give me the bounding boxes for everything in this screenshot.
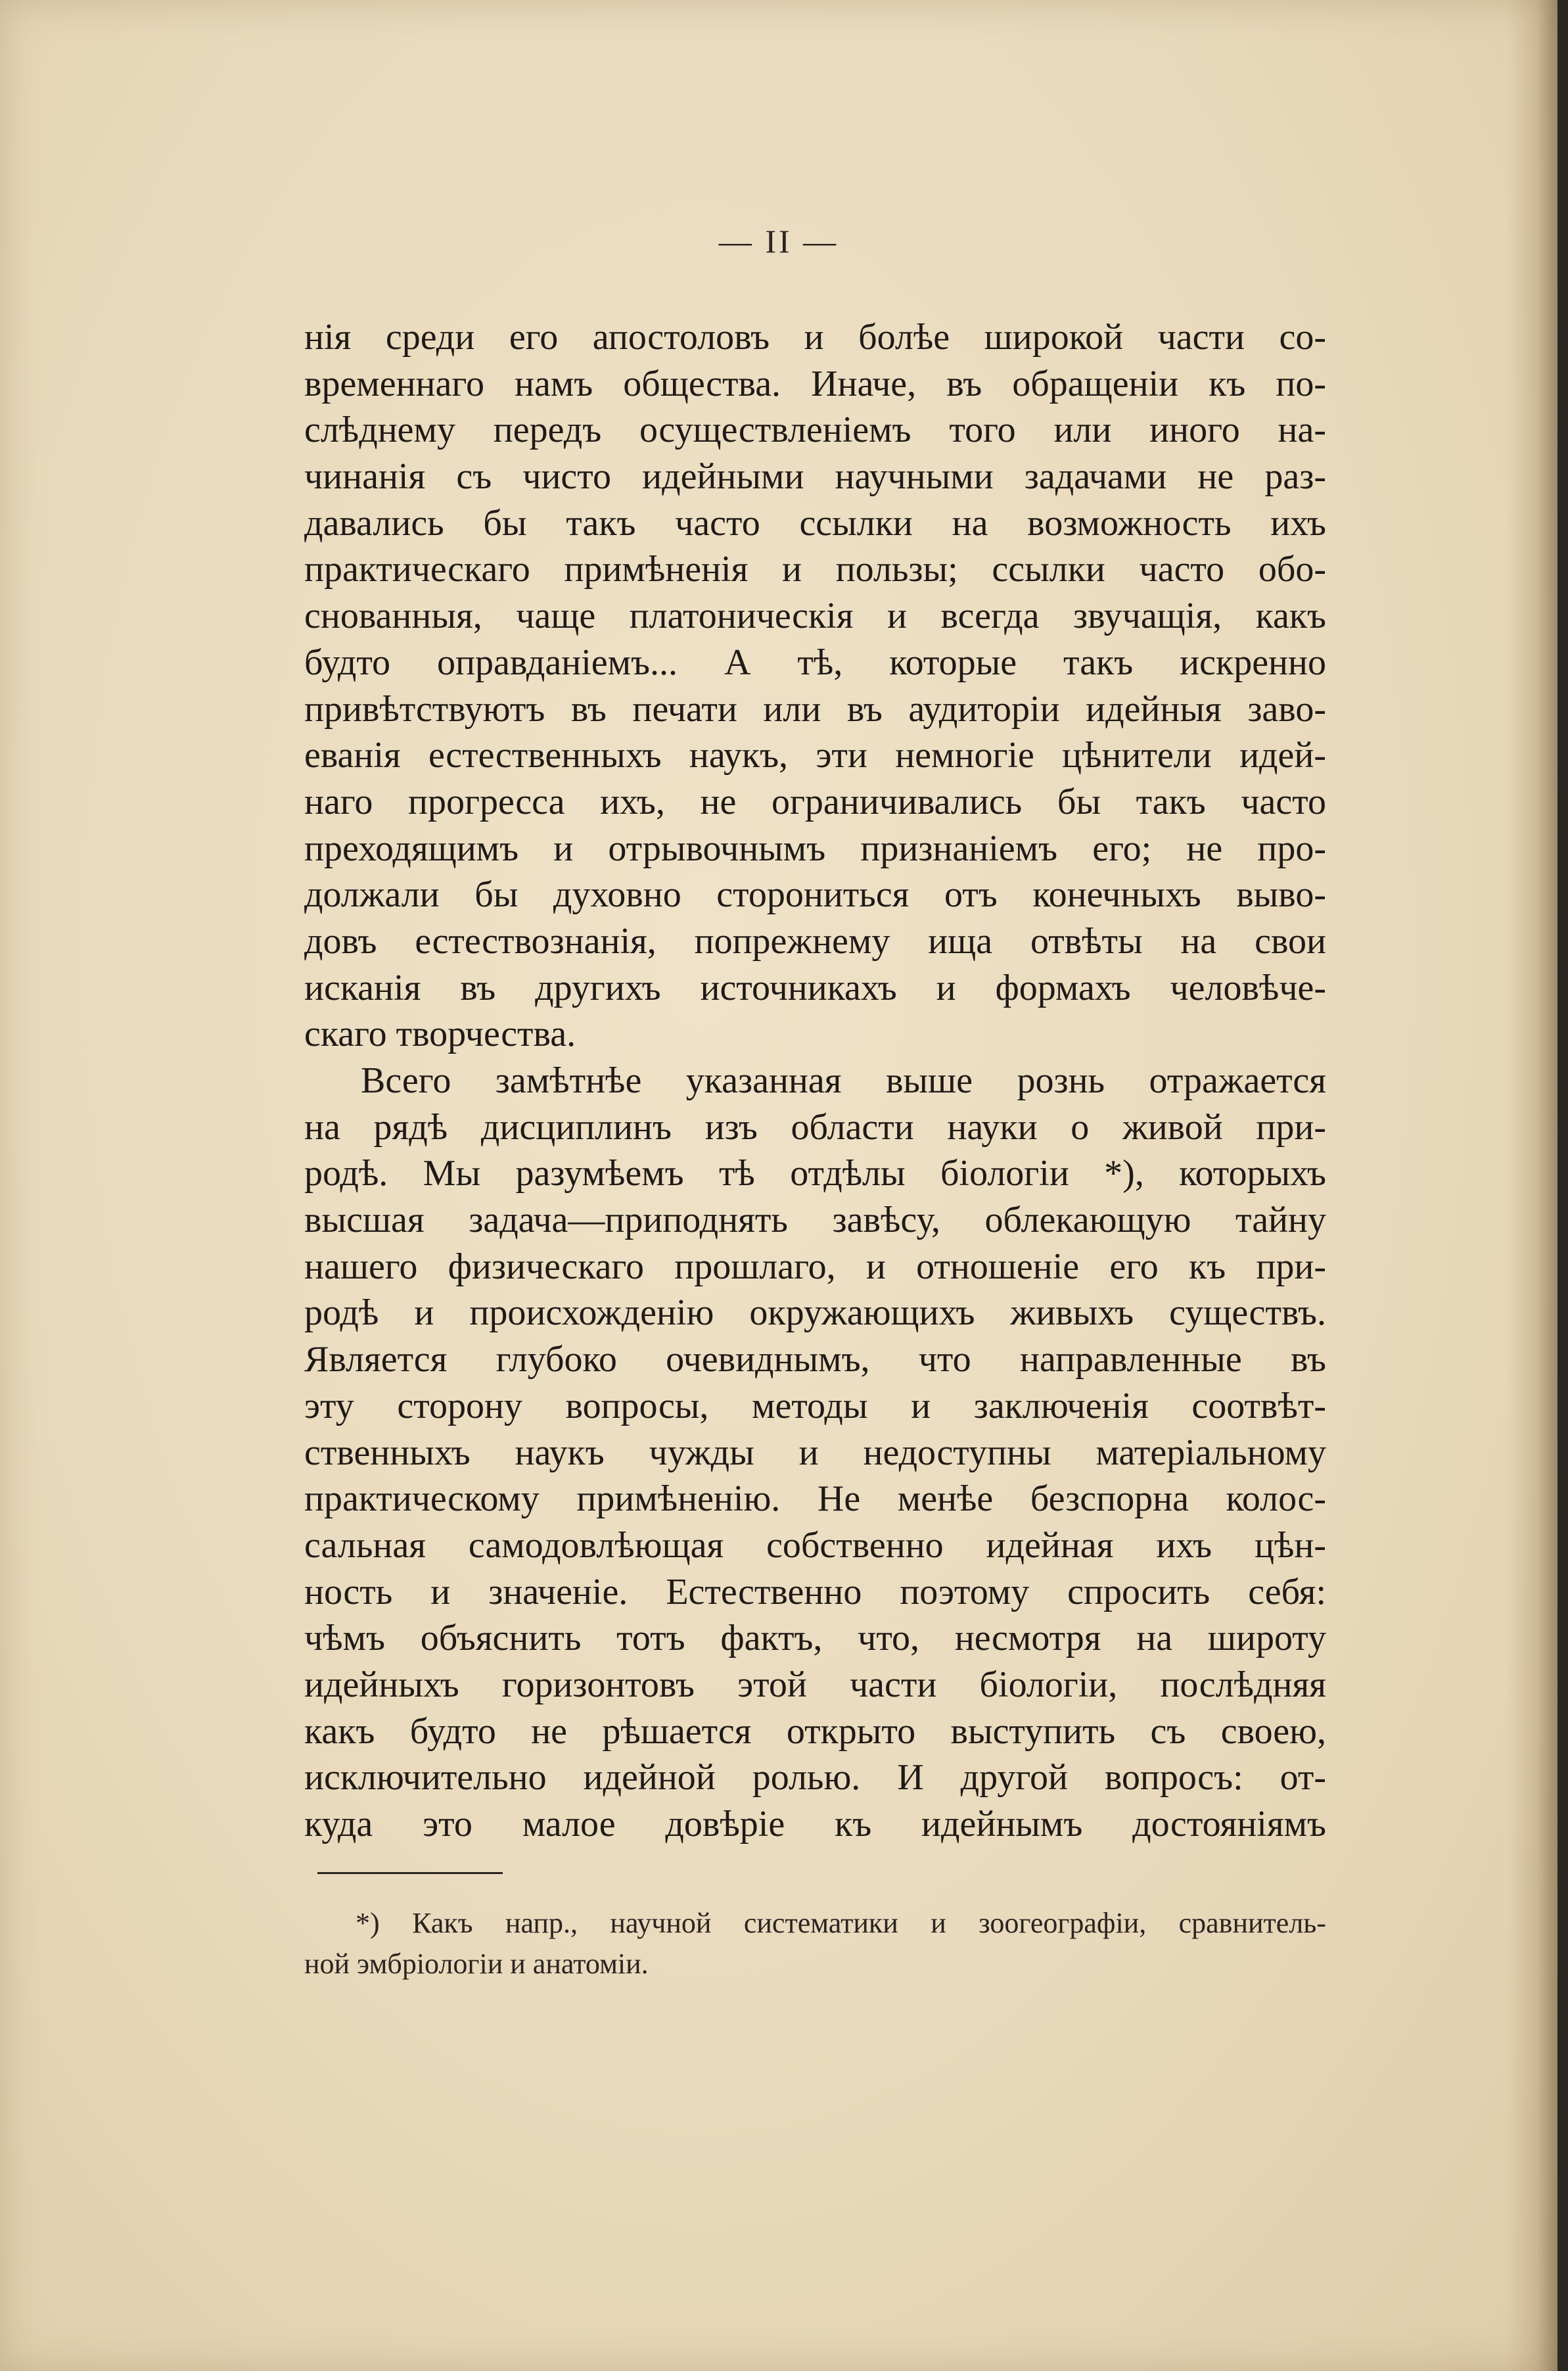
footnote-divider <box>317 1872 503 1874</box>
text-line: нія среди его апостоловъ и болѣе широкой части со- <box>304 317 1326 358</box>
text-line: нашего физическаго прошлаго, и отношеніе его къ при- <box>304 1246 1326 1287</box>
text-line: слѣднему передъ осуществленіемъ того или иного на- <box>304 410 1326 451</box>
footnote-line: ной эмбріологіи и анатоміи. <box>304 1948 649 1980</box>
text-line: еванія естественныхъ наукъ, эти немногіе цѣнители идей- <box>304 735 1326 776</box>
text-line: какъ будто не рѣшается открыто выступить съ своею, <box>304 1710 1326 1752</box>
text-line: чѣмъ объяснить тотъ фактъ, что, несмотря на широту <box>304 1618 1326 1659</box>
text-line: будто оправданіемъ... А тѣ, которые такъ искренно <box>304 642 1326 683</box>
text-line: привѣтствуютъ въ печати или въ аудиторіи идейныя заво- <box>304 688 1326 730</box>
text-line: сальная самодовлѣющая собственно идейная ихъ цѣн- <box>304 1524 1326 1566</box>
text-line: эту сторону вопросы, методы и заключенія соотвѣт- <box>304 1385 1326 1426</box>
text-line: наго прогресса ихъ, не ограничивались бы такъ часто <box>304 781 1326 822</box>
main-text <box>304 314 1326 1848</box>
text-line: чинанія съ чисто идейными научными задачами не раз- <box>304 456 1326 498</box>
text-line: снованныя, чаще платоническія и всегда звучащія, какъ <box>304 596 1326 637</box>
text-line: должали бы духовно сторониться отъ конечныхъ выво- <box>304 874 1326 916</box>
text-line: скаго творчества. <box>304 1014 576 1055</box>
text-line: родѣ. Мы разумѣемъ тѣ отдѣлы біологіи *), которыхъ <box>304 1153 1326 1194</box>
text-line: преходящимъ и отрывочнымъ признаніемъ его; не про- <box>304 828 1326 869</box>
text-line: куда это малое довѣріе къ идейнымъ достояніямъ <box>304 1804 1326 1844</box>
text-line: исканія въ другихъ источникахъ и формахъ человѣче- <box>304 967 1326 1008</box>
footnote <box>304 1903 1326 1984</box>
text-line: ность и значеніе. Естественно поэтому спросить себя: <box>304 1571 1326 1612</box>
text-line: высшая задача—приподнять завѣсу, облекающую тайну <box>304 1200 1326 1241</box>
text-line: Является глубоко очевиднымъ, что направленные въ <box>304 1339 1326 1380</box>
text-line: практическаго примѣненія и пользы; ссылки часто обо- <box>304 549 1326 590</box>
text-line: ственныхъ наукъ чужды и недоступны матеріальному <box>304 1432 1326 1473</box>
text-line: временнаго намъ общества. Иначе, въ обращеніи къ по- <box>304 363 1326 404</box>
text-line: родѣ и происхожденію окружающихъ живыхъ существъ. <box>304 1292 1326 1334</box>
text-line: на рядѣ дисциплинъ изъ области науки о живой при- <box>304 1106 1326 1148</box>
text-line: давались бы такъ часто ссылки на возможность ихъ <box>304 502 1326 544</box>
text-line: Всего замѣтнѣе указанная выше рознь отражается <box>361 1060 1326 1101</box>
text-line: идейныхъ горизонтовъ этой части біологіи, послѣдняя <box>304 1664 1326 1705</box>
text-line: практическому примѣненію. Не менѣе безспорна колос- <box>304 1478 1326 1520</box>
footnote-line: *) Какъ напр., научной систематики и зоогеографіи, сравнитель- <box>356 1907 1326 1939</box>
text-line: исключительно идейной ролью. И другой вопросъ: от- <box>304 1757 1326 1798</box>
text-line: довъ естествознанія, попрежнему ища отвѣты на свои <box>304 920 1326 962</box>
page-edge-shadow <box>1506 0 1557 2371</box>
page-number: — II — <box>718 223 839 260</box>
